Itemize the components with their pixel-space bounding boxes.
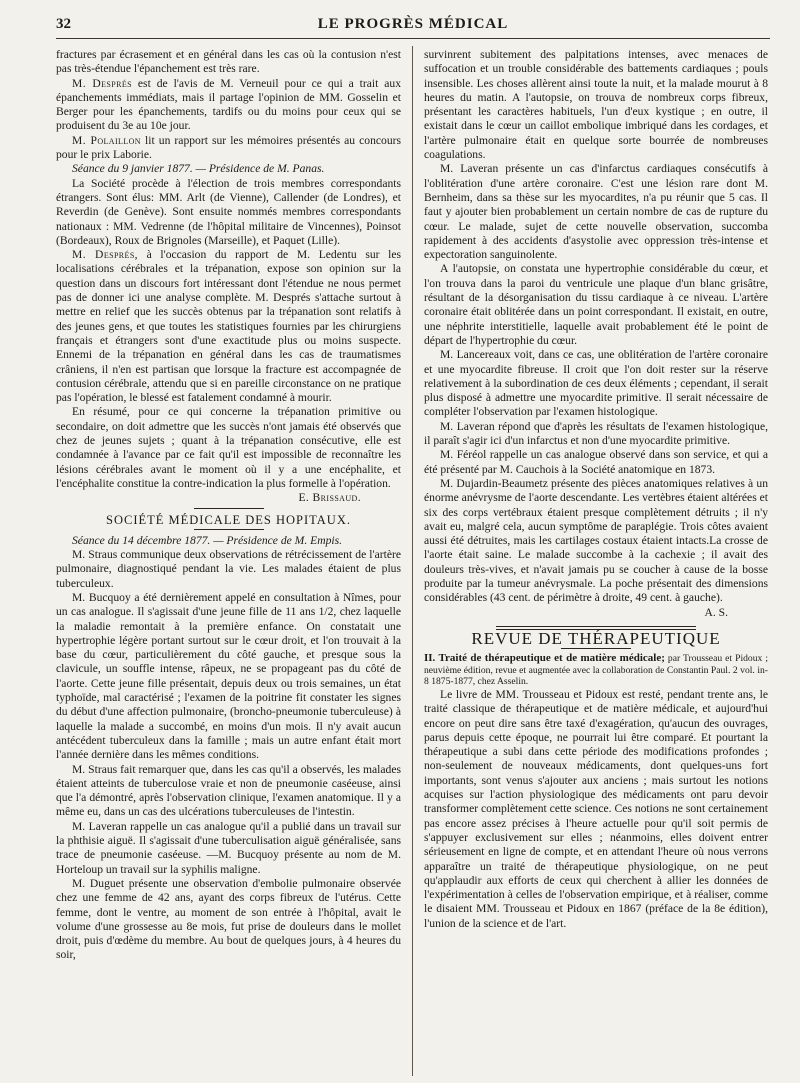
paragraph [56,248,401,405]
signature: A. S. [704,605,728,619]
paragraph: M. Dujardin-Beaumetz présente des pièces anatomiques relatives à un énorme anévrysme de l'aorte descendante. Les vertèbres étaient altérées et six des corps vertébraux étaient presque complètement détruits ; il n'y avait eu, malgré cela, aucun symptôme de paraplégie. Trois côtes avaient aussi été détruites, mais les cartilages costaux étaient intacts.La crosse de l'aorte était saine. Le malade succombe à la cachexie ; il avait des douleurs très-vives, et n'avait jamais pu se coucher à cause de la bosse produite par la tumeur anévrysmale. La poche présentait des dimensions considérables (43 cent. de périmètre à droite, 49 cent. à gauche). [424,476,768,605]
book-title: II. Traité de thérapeutique et de matière médicale; [424,652,665,665]
paragraph [56,77,401,134]
paragraph: En résumé, pour ce qui concerne la trépanation primitive ou secondaire, on doit admettre que les succès n'ont jamais été observés que chez de jeunes sujets ; quant à la trépanation consécutive, elle est condamnée à l'avance par ce fait qu'il est impossible de reconnaître les lésions cérébrales avant le moment où il y a une encéphalite, et l'encéphalite constitue la contre-indication la plus formelle à l'opération. [56,405,401,490]
paragraph: M. Féréol rappelle un cas analogue observé dans son service, et qui a été présenté par M. Cauchois à la Société anatomique en 1873. [424,448,768,476]
paragraph: fractures par écrasement et en général dans les cas où la contusion n'est pas très-étendue l'épanchement est très rare. [56,48,401,76]
paragraph: M. Laveran présente un cas d'infarctus cardiaques consécutifs à l'oblitération d'une artère coronaire. C'est une lésion rare dont M. Bernheim, dans sa thèse sur les myocardites, n'a pu réunir que 5 cas. Il faut y ajouter bien probablement un certain nombre de cas de rupture du cœur. Le malade, sujet de cette nouvelle observation, succomba rapidement à des accidents d'asystolie avec oppression très-intense et expectoration sanguinolente. [424,162,768,262]
paragraph: M. Straus communique deux observations de rétrécissement de l'artère pulmonaire, diagnostiqué pendant la vie. Les malades étaient de plus tuberculeux. [56,548,401,590]
section-title: SOCIÉTÉ MÉDICALE DES HOPITAUX. [106,512,351,527]
paragraph: M. Lancereaux voit, dans ce cas, une oblitération de l'artère coronaire et une myocardite fibreuse. Il croit que l'on doit rester sur la réserve relativement à la subordination de ces deux éléments ; cependant, il serait plus disposé à admettre une myocardite primitive. Il serait nécessaire de compléter l'observation par l'examen histologique. [424,348,768,419]
page-number: 32 [56,16,71,32]
paragraph-text: à l'occasion du rapport de M. Ledentu sur les localisations cérébrales et la trépanation, expose son opinion sur la question dans un discours fort intéressant dont l'étendue ne nous permet pas de donner ici une analyse complète. M. Després s'attache surtout à mettre en relief que les succès obtenus par la trépanation sont relatifs à des jeunes gens, et que toutes les statistiques fournies par les chirurgiens français et étrangers sont d'une exactitude plus ou moins suspecte. Ennemi de la trépanation en général dans les cas de traumatismes crâniens, il n'en est partisan que lorsque la fracture est accompagnée de contusion cérébrale, attendu que si en pareille circonstance on ne pratique pas l'opération, le blessé est fatalement condamné à mourir. [56,248,401,405]
book-details: par Trousseau et Pidoux ; neuvième édition, revue et augmentée avec la collaboration de Constantin Paul. 2 vol. in-8 1875-1877, chez Asselin. [424,653,768,688]
revue-title: REVUE DE THÉRAPEUTIQUE [471,628,721,648]
column-divider [412,46,413,1076]
right-column [424,48,768,931]
book-reference [424,653,768,688]
speaker-name: M. Després [72,76,132,90]
signature: E. Brissaud. [298,491,361,505]
paragraph: M. Straus fait remarquer que, dans les cas qu'il a observés, les malades étaient atteints de tuberculose vraie et non de pneumonie caséeuse, ainsi que l'a démontré, après l'observation clinique, l'examen anatomique. Il y a même eu, dans un cas des ulcérations tuberculeuses de l'intestin. [56,762,401,819]
speaker-name: M. Després, [72,248,138,262]
section-divider [561,648,631,649]
paragraph [56,134,401,163]
page-header [56,12,770,39]
paragraph: M. Laveran rappelle un cas analogue qu'il a publié dans un travail sur la phthisie aiguë. Il s'agissait d'une tuberculisation aiguë généralisée, sans trace de pneumonie caséeuse. —M. Bucquoy présente au nom de M. Horteloup un travail sur la syphilis maligne. [56,819,401,876]
paragraph-text: lit un rapport sur les mémoires présentés au concours pour le prix Laborie. [56,133,402,162]
session-heading: Séance du 14 décembre 1877. — Présidence de M. Empis. [72,533,343,547]
paragraph: M. Duguet présente une observation d'embolie pulmonaire observée chez une femme de 42 ans, ayant des corps fibreux de l'utérus. Cette femme, dont le ventre, au moment de son entrée à l'hôpital, avait le volume d'une grossesse au 8e mois, fut prise de douleurs dans le mollet droit, puis d'œdème du membre. Au bout de quelques jours, à 4 heures du soir, [56,876,401,962]
paragraph-text: est de l'avis de M. Verneuil pour ce qui a trait aux épanchements immédiats, mais il partage l'opinion de MM. Gosselin et Berger pour les épanchements, tardifs ou du moins pour ceux qui se produisent du 3e au 10e jour. [56,76,402,133]
paragraph: survinrent subitement des palpitations intenses, avec menaces de suffocation et un trouble considérable des battements cardiaques ; pouls insensible. Les choses allèrent ainsi toute la nuit, et la malade mourut à 8 heures du matin. A l'autopsie, on trouva de nombreux corps fibreux, présentant les caractères habituels, l'un d'eux kystique ; en outre, il existait dans le cœur un caillot embolique imbriqué dans les cordages, et l'artère pulmonaire était en quelque sorte bourrée de nombreuses coagulations. [424,48,768,162]
paragraph: Le livre de MM. Trousseau et Pidoux est resté, pendant trente ans, le traité classique de thérapeutique et de matière médicale, et aujourd'hui encore on peut dire sans être taxé d'exagération, qu'aucun des ouvrages, parus depuis cette époque, ne pourrait lui être comparé. Et pourtant la thérapeutique a subi dans cette période des modifications profondes ; non-seulement de nouveaux médicaments, dont quelques-uns fort importants, sont venus s'ajouter aux anciens ; mais surtout les notions acquises sur l'action physiologique des médicaments ont paru devoir transformer complètement cette science. Ces notions ne sont certainement pas encore assez précises à l'heure actuelle pour qu'il soit permis de s'appuyer exclusivement sur elles ; néanmoins, elles doivent entrer sérieusement en ligne de compte, et en attendant l'heure où nous verrons apparaître un traité de thérapeutique physiologique, on ne peut qu'applaudir aux efforts de ceux qui cherchent à allier les données de l'expérimentation à celles de l'observation empirique, et à réaliser, comme le disaient MM. Trousseau et Pidoux en 1867 (préface de la 8e édition), l'union de la science et de l'art. [424,687,768,930]
paragraph: M. Laveran répond que d'après les résultats de l'examen histologique, il paraît s'agir ici d'un infarctus et non d'une myocardite primitive. [424,419,768,448]
paragraph: A l'autopsie, on constata une hypertrophie considérable du cœur, et l'on trouva dans la paroi du ventricule une plaque d'un blanc grisâtre, résultant de la désorganisation du tissu cardiaque à ce niveau. L'artère coronaire était oblitérée dans un point correspondant. Il existait, en outre, une néphrite interstitielle, laquelle avait probablement été le point de départ de l'hypertrophie du cœur. [424,262,768,347]
section-divider [194,529,264,530]
session-heading: Séance du 9 janvier 1877. — Présidence de M. Panas. [72,162,325,176]
paragraph: La Société procède à l'élection de trois membres correspondants étrangers. Sont élus: MM. Arlt (de Vienne), Callender (de Londres), et Reverdin (de Genève). Sont ensuite nommés membres correspondants nationaux : MM. Vedrenne (de l'hôpital militaire de Vincennes), Poinsot (Bordeaux), Roux de Brignoles (Marseille), et Paquet (Lille). [56,176,401,247]
section-divider [194,508,264,509]
journal-title: LE PROGRÈS MÉDICAL [317,16,509,32]
paragraph: M. Bucquoy a été dernièrement appelé en consultation à Nîmes, pour un cas analogue. Il s'agissait d'une jeune fille de 11 ans 1/2, chez laquelle la maladie remontait à la première enfance. On constatait une hypertrophie légère portant surtout sur le cœur droit, et l'on trouvait à la base du cœur, particulièrement du côté gauche, et presque sous la clavicule, un souffle intense, râpeux, ne se propageant pas du côté de l'aorte. Cette jeune fille présentait, depuis deux ou trois semaines, un état typhoïde, mal caractérisé ; l'examen de la poitrine fit constater les signes du début d'une affection pulmonaire, (broncho-pneumonie tuberculeuse) à laquelle la malade a succombé, en moins d'un mois. Il n'y avait aucun antécédent tuberculeux dans la famille ; mais un autre enfant était mort l'année dernière dans les mêmes conditions. [56,590,401,762]
left-column [56,48,401,963]
speaker-name: M. Polaillon [72,133,141,147]
